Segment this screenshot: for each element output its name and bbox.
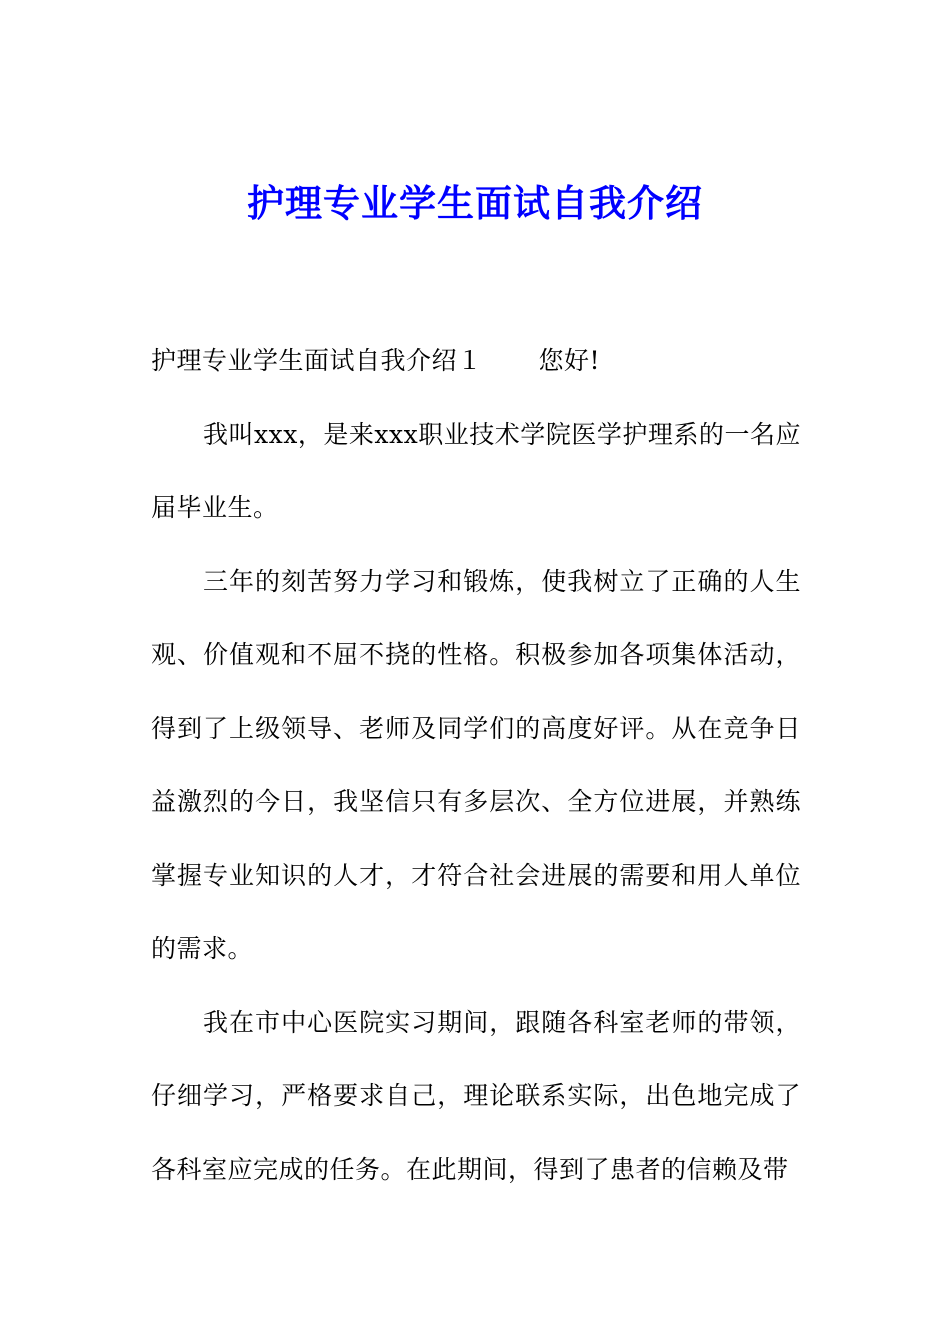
intro-line [151, 324, 801, 398]
document-body [151, 324, 801, 1206]
greeting: 您好! [538, 346, 601, 375]
paragraph-2: 三年的刻苦努力学习和锻炼，使我树立了正确的人生观、价值观和不屈不挠的性格。积极参加各项集体活动，得到了上级领导、老师及同学们的高度好评。从在竞争日益激烈的今日，我坚信只有多层次、全方位进展，并熟练掌握专业知识的人才，才符合社会进展的需要和用人单位的需求。 [151, 566, 801, 963]
document-title: 护理专业学生面试自我介绍 [247, 182, 703, 225]
subheading: 护理专业学生面试自我介绍１ [151, 346, 483, 375]
paragraph-3: 我在市中心医院实习期间，跟随各科室老师的带领，仔细学习，严格要求自己，理论联系实际，出色地完成了各科室应完成的任务。在此期间，得到了患者的信赖及带 [151, 1007, 801, 1184]
paragraph-1: 我叫xxx，是来xxx职业技术学院医学护理系的一名应届毕业生。 [151, 419, 801, 522]
